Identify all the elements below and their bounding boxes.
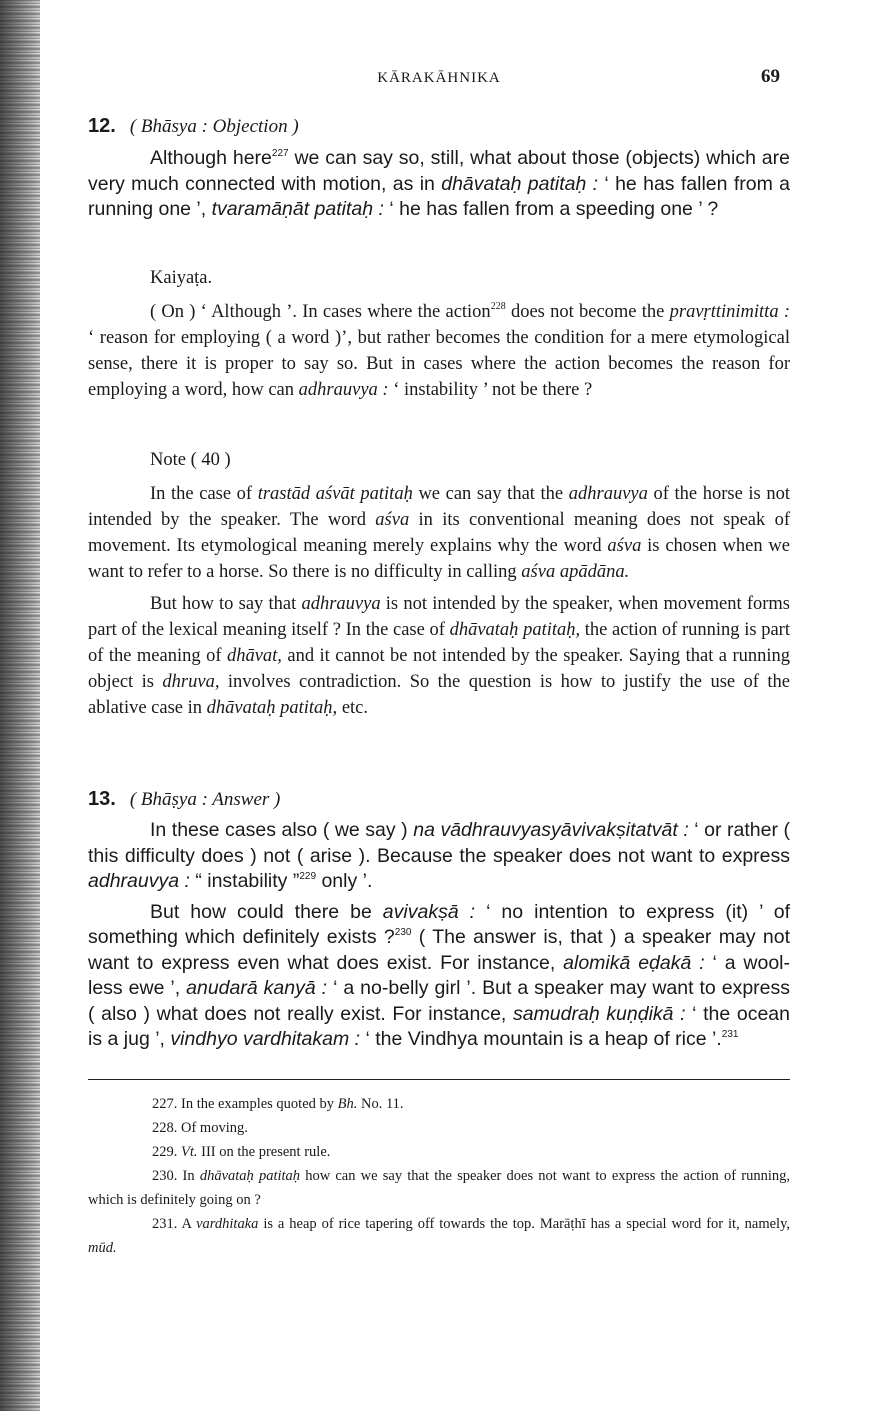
italic-term: vardhitaka	[196, 1216, 259, 1232]
scan-shadow	[0, 0, 40, 1411]
footnote-ref: 229	[299, 871, 317, 882]
text-run: 230. In	[152, 1168, 200, 1184]
italic-term: adhrauvya	[301, 594, 381, 614]
text-run: 229.	[152, 1144, 181, 1160]
italic-term: adhrauvya :	[298, 380, 389, 400]
footnote	[88, 1212, 790, 1260]
section-number: 13.	[88, 788, 116, 810]
note-block	[88, 450, 790, 721]
italic-term: Vt.	[181, 1144, 198, 1160]
italic-term: adhrauvya :	[88, 870, 190, 892]
italic-term: aśva	[375, 510, 410, 530]
text-run: 227. In the examples quoted by	[152, 1096, 338, 1112]
text-run: In these cases also ( we say )	[150, 819, 414, 841]
page-number: 69	[761, 66, 780, 87]
kaiyata-heading: Kaiyaṭa.	[150, 268, 213, 288]
italic-term: samudraḥ kuṇḍikā :	[512, 1002, 686, 1025]
italic-term: dhruva,	[162, 672, 220, 692]
italic-term: aśva apādāna.	[521, 562, 630, 582]
text-run: is a heap of rice tapering off towards the top. Marāṭhī has a special word for it, namely,	[258, 1216, 790, 1232]
italic-term: dhāvat,	[226, 646, 282, 666]
italic-term: dhāvataḥ patitaḥ,	[206, 698, 338, 718]
text-run: In the case of	[150, 484, 258, 504]
footnote	[88, 1116, 790, 1140]
italic-term: aśva	[607, 536, 642, 556]
italic-term: avivakṣā :	[382, 900, 476, 923]
section-number: 12.	[88, 115, 116, 137]
text-run: But how could there be	[150, 900, 383, 923]
text-run: “ instability ”	[189, 870, 300, 892]
text-run: ‘ a wool-less ewe ’,	[88, 951, 791, 999]
paragraph	[88, 481, 790, 585]
kaiyata-block	[88, 268, 790, 403]
section-13-body	[88, 818, 790, 1053]
paragraph	[88, 818, 790, 895]
text-run: 231. A	[152, 1216, 197, 1232]
text-run: involves contradiction. So the question is how to justify the use of the ablative case in	[88, 672, 790, 718]
text-run: III on the present rule.	[197, 1144, 331, 1160]
note-heading: Note ( 40 )	[150, 450, 231, 470]
text-run: 228. Of moving.	[152, 1120, 248, 1136]
italic-term: tvaramāṇāt patitaḥ :	[211, 198, 384, 220]
italic-term: dhāvataḥ patitaḥ,	[449, 620, 581, 640]
text-run: is not intended by the speaker, when movement forms part of the lexical meaning itself ? In the case of	[88, 594, 790, 640]
paragraph	[88, 900, 790, 1053]
italic-term: vindhyo vardhitakam :	[170, 1028, 361, 1050]
text-run: Although here	[150, 147, 272, 169]
text-run: ( The answer is, that ) a speaker may not want to express even what does exist. For instance,	[88, 926, 790, 974]
text-run: ‘ or rather ( this difficulty does ) not ( arise ). Because the speaker does not want to express	[88, 819, 791, 867]
text-run: ‘ he has fallen from a speeding one ’ ?	[383, 198, 719, 220]
italic-term: trastād aśvāt patitaḥ	[257, 484, 413, 504]
text-run: No. 11.	[357, 1096, 404, 1112]
footnote	[88, 1140, 790, 1164]
text-run: of the horse is not intended by the speaker. The word	[88, 484, 790, 530]
footnote-ref: 230	[394, 927, 412, 938]
italic-term: alomikā eḍakā :	[563, 951, 705, 974]
text-run: in its conventional meaning does not speak of movement. Its etymological meaning merely explains why the word	[88, 510, 790, 556]
text-run: ‘ no intention to express (it) ’ of something which definitely exists ?	[88, 900, 790, 948]
italic-term: pravṛttinimitta :	[669, 302, 790, 322]
footnote-ref: 227	[271, 148, 289, 159]
text-run: only ’.	[316, 870, 373, 892]
text-run: ‘ instability ’ not be there ?	[388, 380, 593, 400]
paragraph	[88, 299, 790, 403]
text-run: is chosen when we want to refer to a horse. So there is no difficulty in calling	[88, 536, 790, 582]
italic-term: mūd.	[88, 1240, 117, 1256]
section-12-heading	[88, 115, 790, 138]
text-run: ‘ the ocean is a jug ’,	[88, 1002, 790, 1050]
text-run: ‘ he has fallen from a running one ’,	[88, 172, 790, 220]
text-run: the action of running is part of the meaning of	[88, 620, 790, 666]
text-run: how can we say that the speaker does not want to express the action of running, which is definitely going on ?	[88, 1168, 790, 1208]
italic-term: adhrauvya	[568, 484, 648, 504]
text-run: and it cannot be not intended by the speaker. Saying that a running object is	[88, 646, 790, 692]
italic-term: dhāvataḥ patitaḥ :	[441, 172, 599, 195]
text-run: etc.	[337, 698, 368, 718]
text-run: ‘ a no-belly girl ’. But a speaker may want to express ( also ) what does not really exist. For instance,	[88, 977, 791, 1025]
italic-term: anudarā kanyā :	[186, 977, 328, 999]
text-run: we can say that the	[412, 484, 569, 504]
paragraph	[88, 591, 790, 721]
footnote-ref: 231	[721, 1029, 739, 1040]
italic-term: dhāvataḥ patitaḥ	[199, 1168, 301, 1184]
text-run: ‘ reason for employing ( a word )’, but rather becomes the condition for a mere etymological sense, there it is proper to say so. But in cases where the action becomes the reason for employing a word, how can	[88, 328, 790, 400]
footnote-ref: 228	[490, 301, 506, 312]
italic-term: Bh.	[337, 1096, 358, 1112]
section-12-body	[88, 146, 790, 223]
paragraph	[88, 146, 790, 223]
section-label: ( Bhāṣya : Answer )	[129, 789, 281, 810]
italic-term: na vādhrauvyasyāvivakṣitatvāt :	[413, 819, 689, 841]
text-run: ‘ the Vindhya mountain is a heap of rice ’.	[360, 1028, 722, 1050]
page	[88, 0, 790, 1411]
text-run: does not become the	[505, 302, 670, 322]
section-13-heading	[88, 788, 790, 811]
running-title: KĀRAKĀHNIKA	[377, 70, 501, 86]
running-header	[88, 66, 790, 92]
footnote	[88, 1092, 790, 1116]
footnote	[88, 1164, 790, 1212]
section-label: ( Bhāsya : Objection )	[129, 116, 299, 137]
text-run: we can say so, still, what about those (objects) which are very much connected with motion, as in	[88, 147, 790, 195]
text-run: But how to say that	[150, 594, 302, 614]
footnote-divider	[88, 1079, 790, 1080]
footnotes	[88, 1092, 790, 1260]
text-run: ( On ) ‘ Although ’. In cases where the action	[150, 302, 491, 322]
